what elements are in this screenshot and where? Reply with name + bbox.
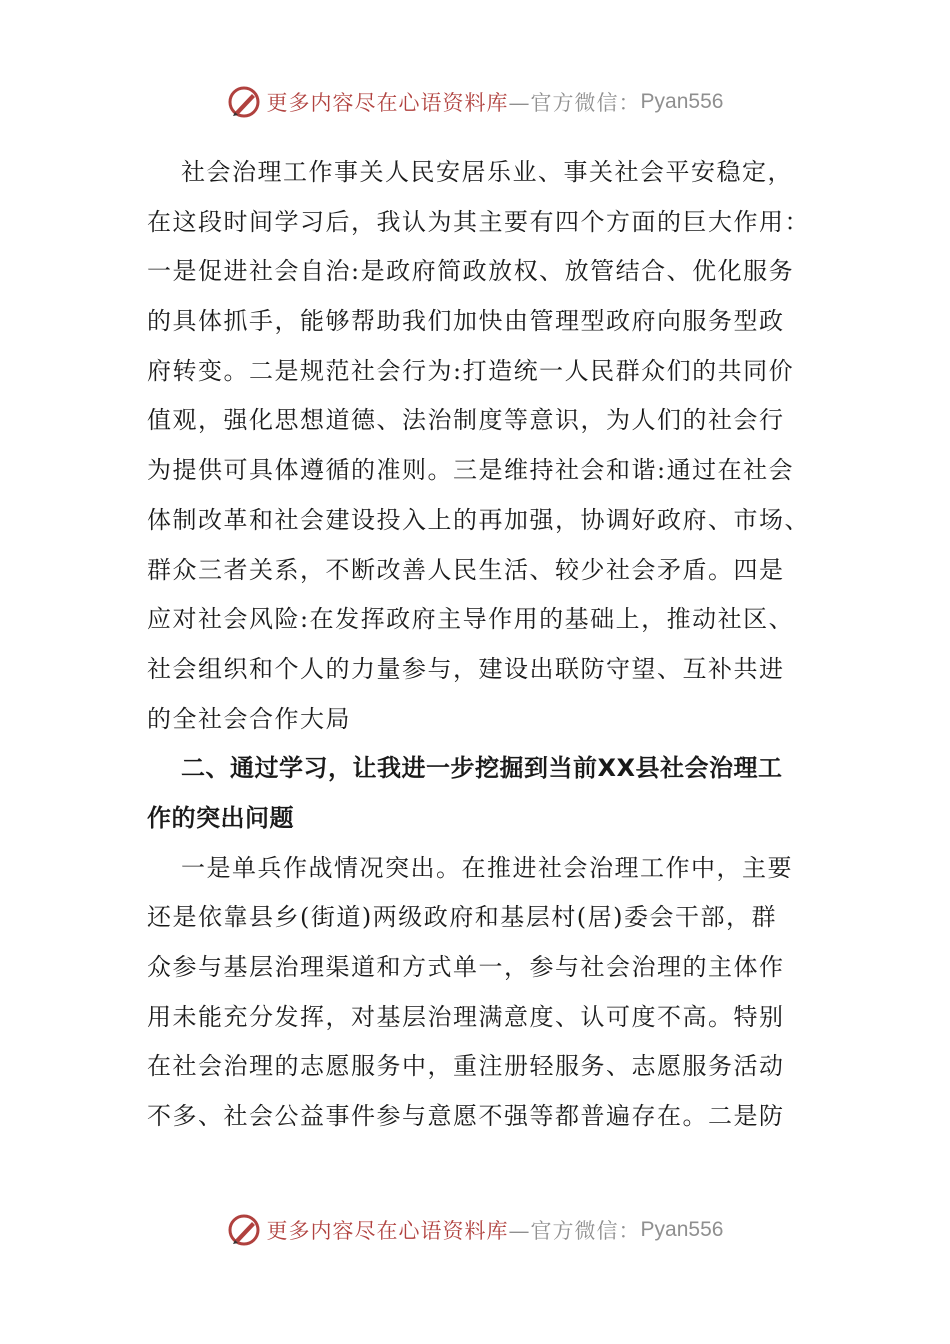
paragraph-line: 的全社会合作大局 <box>147 704 351 733</box>
pen-logo-icon <box>227 85 261 119</box>
banner-wechat-handle: Pyan556 <box>640 90 724 113</box>
paragraph-line: 应对社会风险:在发挥政府主导作用的基础上，推动社区、 <box>147 605 795 634</box>
heading-line: 作的突出问题 <box>147 803 294 832</box>
paragraph-line: 社会治理工作事关人民安居乐业、事关社会平安稳定， <box>181 158 793 186</box>
paragraph-line: 值观，强化思想道德、法治制度等意识，为人们的社会行 <box>147 406 785 435</box>
paragraph-line: 府转变。二是规范社会行为:打造统一人民群众们的共同价 <box>147 356 795 385</box>
paragraph-2 <box>147 844 807 1142</box>
paragraph-line: 的具体抓手，能够帮助我们加快由管理型政府向服务型政 <box>147 307 785 336</box>
section-heading <box>147 744 807 843</box>
paragraph-line: 不多、社会公益事件参与意愿不强等都普遍存在。二是防 <box>147 1102 785 1131</box>
paragraph-line: 还是依靠县乡(街道)两级政府和基层村(居)委会干部，群 <box>147 903 777 932</box>
banner-wechat-handle: Pyan556 <box>640 1218 724 1241</box>
paragraph-line: 为提供可具体遵循的准则。三是维持社会和谐:通过在社会 <box>147 456 795 485</box>
paragraph-1 <box>147 148 810 744</box>
paragraph-line: 体制改革和社会建设投入上的再加强，协调好政府、市场、 <box>147 505 810 534</box>
heading-line: 二、通过学习，让我进一步挖掘到当前XX县社会治理工 <box>181 754 783 783</box>
banner-separator: —官方微信： <box>508 1219 641 1243</box>
document-body <box>147 148 810 1142</box>
paragraph-line: 群众三者关系，不断改善人民生活、较少社会矛盾。四是 <box>147 555 785 584</box>
paragraph-line: 在社会治理的志愿服务中，重注册轻服务、志愿服务活动 <box>147 1052 785 1081</box>
header-watermark-banner <box>0 82 950 122</box>
banner-title: 更多内容尽在心语资料库 <box>266 1219 509 1243</box>
paragraph-line: 用未能充分发挥，对基层治理满意度、认可度不高。特别 <box>147 1002 785 1031</box>
banner-separator: —官方微信： <box>508 91 641 115</box>
paragraph-line: 一是促进社会自治:是政府简政放权、放管结合、优化服务 <box>147 257 795 286</box>
paragraph-line: 一是单兵作战情况突出。在推进社会治理工作中，主要 <box>181 853 793 882</box>
paragraph-line: 众参与基层治理渠道和方式单一，参与社会治理的主体作 <box>147 953 785 981</box>
banner-title: 更多内容尽在心语资料库 <box>266 91 509 115</box>
pen-logo-icon <box>227 1213 261 1247</box>
paragraph-line: 社会组织和个人的力量参与，建设出联防守望、互补共进 <box>147 654 785 683</box>
paragraph-line: 在这段时间学习后，我认为其主要有四个方面的巨大作用： <box>147 207 810 236</box>
footer-watermark-banner <box>0 1210 950 1250</box>
